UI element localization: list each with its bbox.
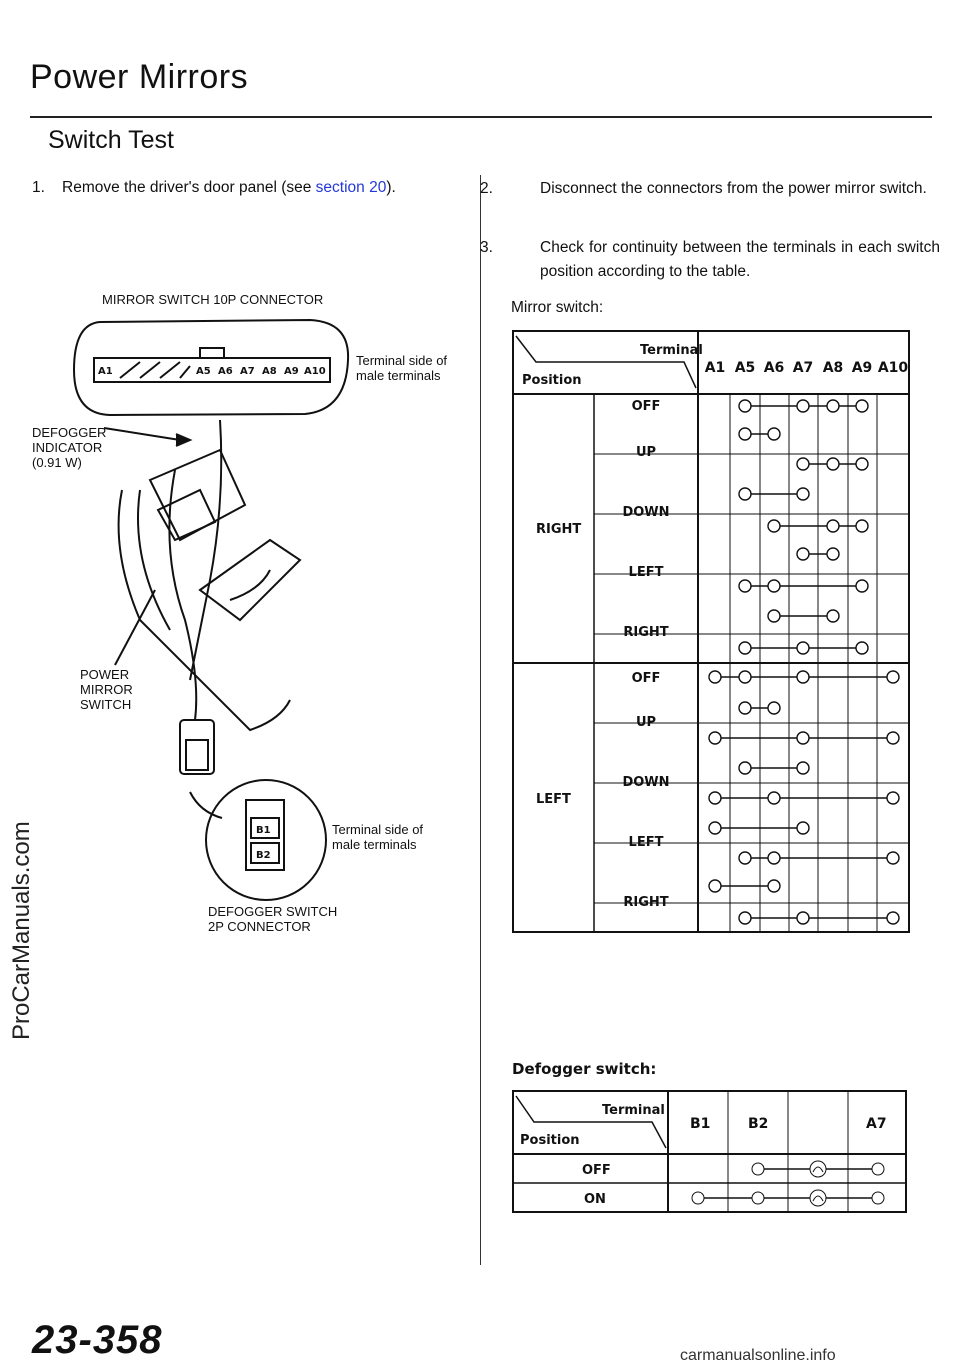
terminal-dot [797,400,809,412]
terminal-side-label-2b: male terminals [332,837,417,852]
mirror-row-label: UP [635,445,657,460]
mirror-col-header: A5 [734,360,756,376]
step-3 [480,236,940,284]
terminal-dot [856,400,868,412]
step-2-text: Disconnect the connectors from the power mirror switch. [540,180,927,197]
mirror-col-header: A9 [851,360,873,376]
terminal-dot [768,880,780,892]
pin-a5: A5 [196,366,211,377]
terminal-side-label-1a: Terminal side of [356,353,448,368]
terminal-dot [709,671,721,683]
defogger-col-a7: A7 [866,1116,887,1132]
step-3-text: Check for continuity between the terminals in each switch position according to the table. [540,239,940,280]
terminal-dot [739,852,751,864]
step-2 [480,177,940,201]
mirror-switch-table [512,330,912,934]
terminal-dot [856,580,868,592]
terminal-dot [739,702,751,714]
terminal-dot [827,610,839,622]
terminal-dot [797,732,809,744]
pin-a1: A1 [98,366,113,377]
step-1-number: 1. [32,179,45,196]
terminal-dot [739,671,751,683]
terminal-side-label-1b: male terminals [356,368,441,383]
mirror-col-header: A7 [792,360,814,376]
pin-a9: A9 [284,366,299,377]
dc-line2: 2P CONNECTOR [208,919,311,934]
terminal-dot [887,852,899,864]
terminal-dot [797,671,809,683]
terminal-dot [887,792,899,804]
terminal-dot [856,642,868,654]
step-2-number: 2. [480,180,493,197]
mirror-col-header: A6 [763,360,785,376]
title-rule [30,116,932,118]
step-3-number: 3. [480,239,493,256]
page-title: Power Mirrors [30,58,249,96]
step-1-text: Remove the driver's door panel (see [62,179,316,196]
terminal-dot [739,642,751,654]
terminal-dot [827,548,839,560]
switch-illustration [0,300,480,960]
defogger-position-label: Position [520,1133,580,1148]
terminal-dot [827,458,839,470]
terminal-dot [856,458,868,470]
terminal-dot [797,642,809,654]
mirror-col-header: A10 [877,360,909,376]
terminal-dot [768,702,780,714]
terminal-dot [739,762,751,774]
defogger-terminal-label: Terminal [602,1103,665,1118]
terminal-side-label-2a: Terminal side of [332,822,424,837]
terminal-dot [797,912,809,924]
watermark: ProCarManuals.com [8,821,35,1040]
terminal-dot [768,520,780,532]
mirror-col-header: A8 [822,360,844,376]
step-1 [32,176,452,200]
group-right: RIGHT [536,522,582,537]
terminal-dot [768,852,780,864]
mirror-row-label: RIGHT [623,895,669,910]
terminal-dot [797,488,809,500]
terminal-dot [768,792,780,804]
terminal-dot [739,912,751,924]
group-left: LEFT [536,792,571,807]
pms-line3: SWITCH [80,697,132,712]
section-subtitle: Switch Test [48,126,174,154]
terminal-dot [887,671,899,683]
terminal-dot [768,610,780,622]
pin-a7: A7 [240,366,255,377]
terminal-dot [887,912,899,924]
terminal-dot [827,520,839,532]
pin-b2: B2 [256,850,271,861]
mirror-row-label: UP [635,715,657,730]
terminal-dot [739,488,751,500]
mirror-row-label: RIGHT [623,625,669,640]
terminal-dot [797,822,809,834]
mirror-col-header: A1 [704,360,726,376]
mirror-row-label: DOWN [622,505,670,520]
terminal-dot [797,548,809,560]
terminal-dot [739,400,751,412]
dc-line1: DEFOGGER SWITCH [208,904,338,919]
defogger-indicator-line1: DEFOGGER [32,425,107,440]
mirror-row-label: LEFT [628,835,664,850]
pms-line1: POWER [80,667,130,682]
terminal-dot [797,458,809,470]
terminal-dot [768,428,780,440]
defogger-switch-table [512,1090,908,1214]
pms-line2: MIRROR [80,682,133,697]
defogger-col-b1: B1 [690,1116,711,1132]
terminal-dot [709,880,721,892]
terminal-dot [739,580,751,592]
terminal-dot [856,520,868,532]
section-20-link[interactable]: section 20 [315,179,387,196]
terminal-dot [797,762,809,774]
mirror-row-label: OFF [631,399,661,414]
pin-a6: A6 [218,366,233,377]
terminal-dot [709,822,721,834]
terminal-dot [709,732,721,744]
mirror-row-label: OFF [631,671,661,686]
defogger-col-b2: B2 [748,1116,769,1132]
pin-b1: B1 [256,825,271,836]
page-number: 23-358 [32,1318,163,1362]
pin-a10: A10 [304,366,326,377]
mirror-terminal-label: Terminal [640,343,703,358]
defogger-row-on: ON [584,1192,606,1207]
pin-a8: A8 [262,366,277,377]
mirror-row-label: LEFT [628,565,664,580]
column-divider [480,175,481,1265]
terminal-dot [827,400,839,412]
mirror-row-label: DOWN [622,775,670,790]
terminal-dot [887,732,899,744]
defogger-row-off: OFF [582,1163,611,1178]
footer-site: carmanualsonline.info [680,1347,836,1364]
defogger-indicator-line2: INDICATOR [32,440,103,455]
step-1-text-end: ). [386,179,396,196]
mirror-switch-caption: Mirror switch: [511,299,604,316]
defogger-switch-caption: Defogger switch: [512,1060,657,1078]
terminal-dot [739,428,751,440]
terminal-dot [768,580,780,592]
mirror-position-label: Position [522,373,582,388]
defogger-indicator-line3: (0.91 W) [32,455,82,470]
terminal-dot [709,792,721,804]
mirror-connector-label: MIRROR SWITCH 10P CONNECTOR [102,292,324,307]
